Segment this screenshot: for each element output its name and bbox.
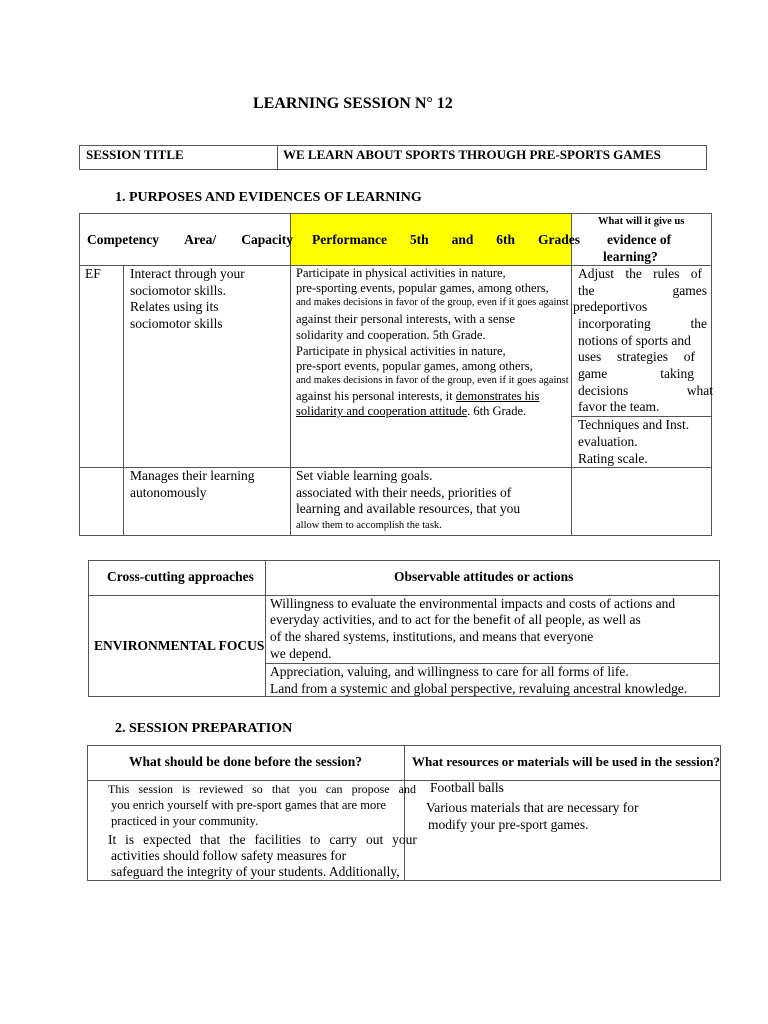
environmental-focus: ENVIRONMENTAL FOCUS bbox=[94, 638, 265, 653]
capacity-line: sociomotor skills. bbox=[130, 283, 227, 298]
header-word: Area/ bbox=[184, 232, 217, 247]
divider bbox=[277, 145, 278, 170]
area-cell: EF bbox=[85, 266, 101, 281]
performance-underlined: solidarity and cooperation attitude bbox=[296, 404, 468, 418]
evidence-word: the bbox=[625, 266, 642, 281]
header-word: Grades bbox=[537, 232, 580, 247]
evidence-line: notions of sports and bbox=[578, 333, 691, 348]
evidence-word: uses bbox=[578, 349, 602, 364]
header-word: and bbox=[451, 232, 474, 247]
before-word: the bbox=[229, 832, 246, 847]
capacity-line: Manages their learning bbox=[130, 468, 255, 483]
before-line bbox=[108, 832, 417, 849]
before-word: to bbox=[309, 832, 321, 847]
prep-header-resources: What resources or materials will be used in the session? bbox=[412, 754, 721, 769]
capacity-line: sociomotor skills bbox=[130, 316, 223, 331]
header-word: Performance bbox=[312, 232, 387, 247]
before-word: This bbox=[108, 782, 130, 796]
performance-line: Participate in physical activities in nature, bbox=[296, 266, 506, 280]
before-word: and bbox=[398, 782, 416, 796]
attitude-line: we depend. bbox=[270, 646, 332, 661]
capacity-line: autonomously bbox=[130, 485, 207, 500]
attitude-line: Land from a systemic and global perspective, revaluing ancestral knowledge. bbox=[270, 681, 688, 696]
divider bbox=[290, 213, 291, 536]
before-line bbox=[108, 781, 416, 798]
before-word: session bbox=[138, 782, 174, 796]
cross-header-attitudes: Observable attitudes or actions bbox=[394, 569, 574, 584]
evidence-word: game bbox=[578, 366, 608, 381]
header-word: Competency bbox=[87, 232, 159, 247]
attitude-line: everyday activities, and to act for the benefit of all people, as well as bbox=[270, 612, 641, 627]
before-word: your bbox=[392, 832, 417, 847]
evidence-line bbox=[578, 383, 713, 400]
evaluation-line: evaluation. bbox=[578, 434, 638, 449]
section-heading-preparation: 2. SESSION PREPARATION bbox=[115, 721, 293, 736]
before-line: you enrich yourself with pre-sport games that are more bbox=[111, 798, 386, 812]
performance-line: learning and available resources, that you bbox=[296, 501, 521, 516]
before-word: facilities bbox=[254, 832, 301, 847]
header-competency bbox=[87, 232, 293, 249]
evidence-line bbox=[578, 366, 694, 383]
evidence-word: taking bbox=[660, 366, 694, 381]
before-word: reviewed bbox=[199, 782, 244, 796]
performance-line: pre-sport events, popular games, among others, bbox=[296, 359, 533, 373]
evaluation-line: Rating scale. bbox=[578, 451, 648, 466]
capacity-line: Relates using its bbox=[130, 299, 219, 314]
performance-line: against their personal interests, with a sense bbox=[296, 312, 516, 326]
before-word: carry bbox=[329, 832, 358, 847]
performance-line: Participate in physical activities in nature, bbox=[296, 344, 506, 358]
cross-header-approaches: Cross-cutting approaches bbox=[107, 569, 254, 584]
evidence-word: of bbox=[690, 266, 702, 281]
performance-line bbox=[296, 403, 526, 420]
evaluation-line: Techniques and Inst. bbox=[578, 417, 690, 432]
material-line: Football balls bbox=[430, 780, 504, 795]
evidence-line bbox=[578, 266, 702, 283]
header-evidence-line1: evidence of bbox=[607, 232, 672, 247]
header-performance bbox=[312, 232, 580, 249]
before-word: out bbox=[365, 832, 384, 847]
performance-text: . 6th Grade. bbox=[467, 404, 527, 418]
divider bbox=[571, 213, 572, 536]
evidence-word: decisions bbox=[578, 383, 629, 398]
evidence-line: predeportivos bbox=[573, 299, 648, 314]
header-word: Capacity bbox=[241, 232, 293, 247]
header-word: 5th bbox=[409, 232, 429, 247]
before-word: that bbox=[271, 782, 290, 796]
divider bbox=[123, 265, 124, 536]
performance-line: and makes decisions in favor of the group, even if it goes against bbox=[296, 375, 569, 386]
capacity-line: Interact through your bbox=[130, 266, 245, 281]
evidence-word: of bbox=[683, 349, 695, 364]
page-title: LEARNING SESSION N° 12 bbox=[253, 95, 453, 112]
before-word: propose bbox=[351, 782, 390, 796]
evidence-line: favor the team. bbox=[578, 399, 660, 414]
header-word: 6th bbox=[496, 232, 516, 247]
evidence-word: what bbox=[686, 383, 713, 398]
evidence-word: rules bbox=[653, 266, 680, 281]
attitude-line: of the shared systems, institutions, and means that everyone bbox=[270, 629, 594, 644]
performance-text: against his personal interests, it bbox=[296, 389, 453, 403]
before-line: safeguard the integrity of your students. Additionally, bbox=[111, 864, 400, 879]
material-line: modify your pre-sport games. bbox=[428, 817, 589, 832]
prep-header-before: What should be done before the session? bbox=[129, 754, 363, 769]
before-line: activities should follow safety measures for bbox=[111, 848, 347, 863]
before-word: is bbox=[182, 782, 191, 796]
performance-line: and makes decisions in favor of the group, even if it goes against bbox=[296, 297, 569, 308]
material-line: Various materials that are necessary for bbox=[426, 800, 639, 815]
performance-line: Set viable learning goals. bbox=[296, 468, 433, 483]
divider bbox=[404, 745, 405, 881]
session-title-value: WE LEARN ABOUT SPORTS THROUGH PRE-SPORTS GAMES bbox=[283, 147, 661, 162]
before-word: It bbox=[108, 832, 117, 847]
evidence-line bbox=[578, 316, 707, 333]
before-line: practiced in your community. bbox=[111, 814, 259, 828]
before-word: is bbox=[125, 832, 135, 847]
evidence-line bbox=[578, 283, 707, 300]
header-evidence-small: What will it give us bbox=[598, 216, 685, 227]
evidence-word: strategies bbox=[617, 349, 668, 364]
performance-underlined: demonstrates his bbox=[455, 389, 540, 403]
before-word: that bbox=[199, 832, 221, 847]
performance-line: pre-sporting events, popular games, among others, bbox=[296, 281, 549, 295]
before-word: so bbox=[252, 782, 263, 796]
attitude-line: Appreciation, valuing, and willingness to care for all forms of life. bbox=[270, 664, 629, 679]
evidence-word: the bbox=[578, 283, 595, 298]
before-word: expected bbox=[143, 832, 192, 847]
evidence-word: games bbox=[672, 283, 707, 298]
divider bbox=[265, 560, 266, 697]
performance-line: allow them to accomplish the task. bbox=[296, 520, 442, 531]
session-title-label: SESSION TITLE bbox=[86, 147, 184, 162]
evidence-word: the bbox=[690, 316, 707, 331]
performance-line: solidarity and cooperation. 5th Grade. bbox=[296, 328, 486, 342]
evidence-word: Adjust bbox=[578, 266, 615, 281]
before-word: can bbox=[325, 782, 343, 796]
attitude-line: Willingness to evaluate the environmental impacts and costs of actions and bbox=[270, 596, 676, 611]
performance-line: associated with their needs, priorities of bbox=[296, 485, 512, 500]
header-evidence-line2: learning? bbox=[603, 249, 658, 264]
before-word: you bbox=[298, 782, 317, 796]
evidence-line bbox=[578, 349, 695, 366]
section-heading-purposes: 1. PURPOSES AND EVIDENCES OF LEARNING bbox=[115, 190, 422, 205]
evidence-word: incorporating bbox=[578, 316, 651, 331]
